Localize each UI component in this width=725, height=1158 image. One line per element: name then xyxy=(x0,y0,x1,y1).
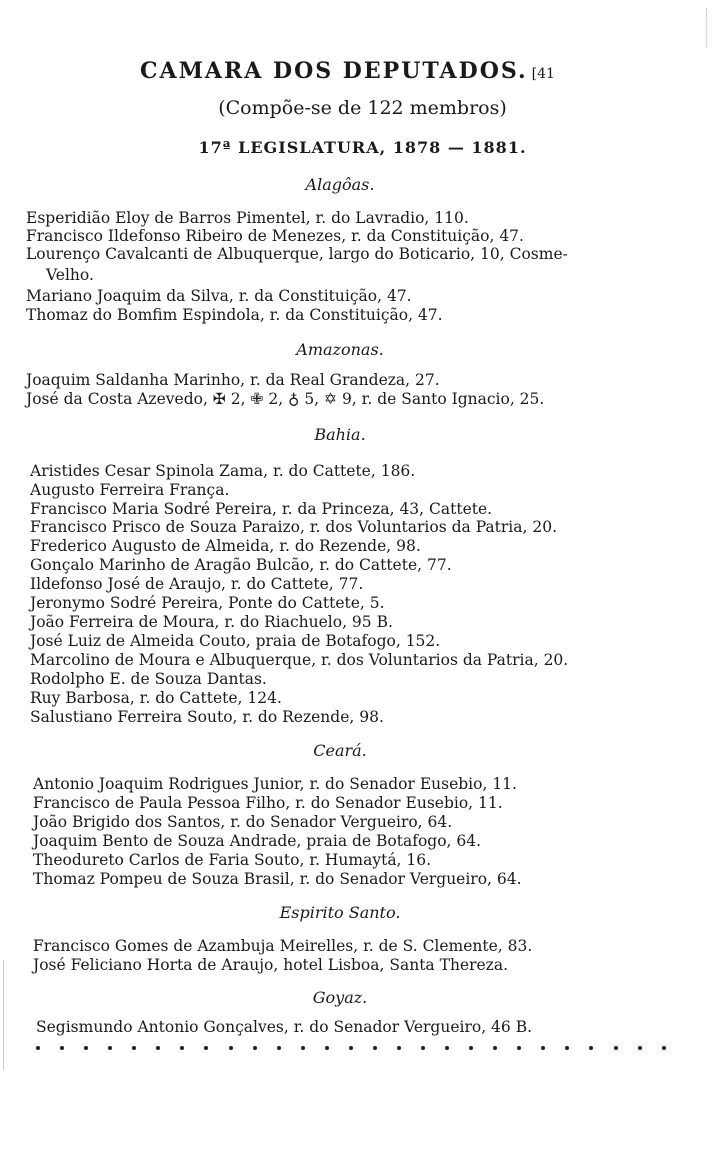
list-item: Francisco Ildefonso Ribeiro de Menezes, r. da Constituição, 47. xyxy=(26,227,524,245)
separator-dot xyxy=(60,1046,64,1050)
list-item: Joaquim Saldanha Marinho, r. da Real Grandeza, 27. xyxy=(26,371,440,389)
separator-dot xyxy=(565,1046,569,1050)
separator-dot xyxy=(445,1046,449,1050)
list-item: Salustiano Ferreira Souto, r. do Rezende, 98. xyxy=(30,708,384,726)
separator-dot xyxy=(638,1046,642,1050)
page-number: [41 xyxy=(531,66,555,82)
separator-dot xyxy=(662,1046,666,1050)
list-item: Francisco Prisco de Souza Paraizo, r. dos Voluntarios da Patria, 20. xyxy=(30,518,558,536)
list-item: Francisco Gomes de Azambuja Meirelles, r. de S. Clemente, 83. xyxy=(33,937,533,955)
list-item: Gonçalo Marinho de Aragão Bulcão, r. do Cattete, 77. xyxy=(30,556,452,574)
separator-dot xyxy=(349,1046,353,1050)
title-text: CAMARA DOS DEPUTADOS. xyxy=(140,58,528,84)
separator-dot xyxy=(325,1046,329,1050)
margin-rule xyxy=(3,960,4,1070)
list-item: Joaquim Bento de Souza Andrade, praia de Botafogo, 64. xyxy=(33,832,482,850)
separator-dot xyxy=(156,1046,160,1050)
separator-dot xyxy=(589,1046,593,1050)
section-heading-ceara: Ceará. xyxy=(313,741,367,760)
list-item: Theodureto Carlos de Faria Souto, r. Humaytá, 16. xyxy=(33,851,432,869)
separator-dot xyxy=(132,1046,136,1050)
section-heading-alagoas: Alagôas. xyxy=(305,175,375,194)
list-item: João Ferreira de Moura, r. do Riachuelo, 95 B. xyxy=(30,613,393,631)
section-heading-amazonas: Amazonas. xyxy=(296,340,384,359)
separator-dot xyxy=(277,1046,281,1050)
separator-dot xyxy=(541,1046,545,1050)
list-item: João Brigido dos Santos, r. do Senador Vergueiro, 64. xyxy=(33,813,453,831)
page-edge-marks xyxy=(706,8,721,48)
list-item: Mariano Joaquim da Silva, r. da Constituição, 47. xyxy=(26,287,412,305)
section-heading-espirito-santo: Espirito Santo. xyxy=(279,903,401,922)
separator-dot xyxy=(614,1046,618,1050)
list-item: Lourenço Cavalcanti de Albuquerque, largo do Boticario, 10, Cosme- xyxy=(26,245,568,263)
list-item-continuation: Velho. xyxy=(46,266,94,284)
list-item: Antonio Joaquim Rodrigues Junior, r. do Senador Eusebio, 11. xyxy=(33,775,517,793)
list-item: José da Costa Azevedo, ✠ 2, ✙ 2, ♁ 5, ✡ 9, r. de Santo Ignacio, 25. xyxy=(26,390,545,408)
legislature-heading: 17ª LEGISLATURA, 1878 — 1881. xyxy=(198,138,527,157)
separator-dot xyxy=(517,1046,521,1050)
separator-dot xyxy=(253,1046,257,1050)
list-item: Francisco Maria Sodré Pereira, r. da Princeza, 43, Cattete. xyxy=(30,500,493,518)
separator-dot xyxy=(469,1046,473,1050)
list-item: Marcolino de Moura e Albuquerque, r. dos Voluntarios da Patria, 20. xyxy=(30,651,569,669)
separator-dot xyxy=(84,1046,88,1050)
separator-dot xyxy=(493,1046,497,1050)
list-item: Segismundo Antonio Gonçalves, r. do Senador Vergueiro, 46 B. xyxy=(36,1018,533,1036)
list-item: Rodolpho E. de Souza Dantas. xyxy=(30,670,267,688)
list-item: Ruy Barbosa, r. do Cattete, 124. xyxy=(30,689,282,707)
section-heading-goyaz: Goyaz. xyxy=(312,988,368,1007)
separator-dot xyxy=(204,1046,208,1050)
list-item: Esperidião Eloy de Barros Pimentel, r. do Lavradio, 110. xyxy=(26,209,469,227)
section-heading-bahia: Bahia. xyxy=(314,425,366,444)
dotted-separator xyxy=(36,1046,666,1050)
separator-dot xyxy=(108,1046,112,1050)
list-item: Thomaz do Bomfim Espindola, r. da Constituição, 47. xyxy=(26,306,443,324)
list-item: Ildefonso José de Araujo, r. do Cattete, 77. xyxy=(30,575,364,593)
list-item: Thomaz Pompeu de Souza Brasil, r. do Senador Vergueiro, 64. xyxy=(33,870,522,888)
separator-dot xyxy=(421,1046,425,1050)
list-item: Augusto Ferreira França. xyxy=(30,481,230,499)
separator-dot xyxy=(36,1046,40,1050)
list-item: Aristides Cesar Spinola Zama, r. do Cattete, 186. xyxy=(30,462,416,480)
separator-dot xyxy=(229,1046,233,1050)
list-item: José Luiz de Almeida Couto, praia de Botafogo, 152. xyxy=(30,632,441,650)
separator-dot xyxy=(301,1046,305,1050)
page-title xyxy=(140,58,555,84)
page-subtitle: (Compõe-se de 122 membros) xyxy=(218,97,507,119)
list-item: Jeronymo Sodré Pereira, Ponte do Cattete, 5. xyxy=(30,594,385,612)
separator-dot xyxy=(373,1046,377,1050)
list-item: José Feliciano Horta de Araujo, hotel Lisboa, Santa Thereza. xyxy=(33,956,509,974)
separator-dot xyxy=(397,1046,401,1050)
separator-dot xyxy=(180,1046,184,1050)
list-item: Francisco de Paula Pessoa Filho, r. do Senador Eusebio, 11. xyxy=(33,794,503,812)
list-item: Frederico Augusto de Almeida, r. do Rezende, 98. xyxy=(30,537,421,555)
